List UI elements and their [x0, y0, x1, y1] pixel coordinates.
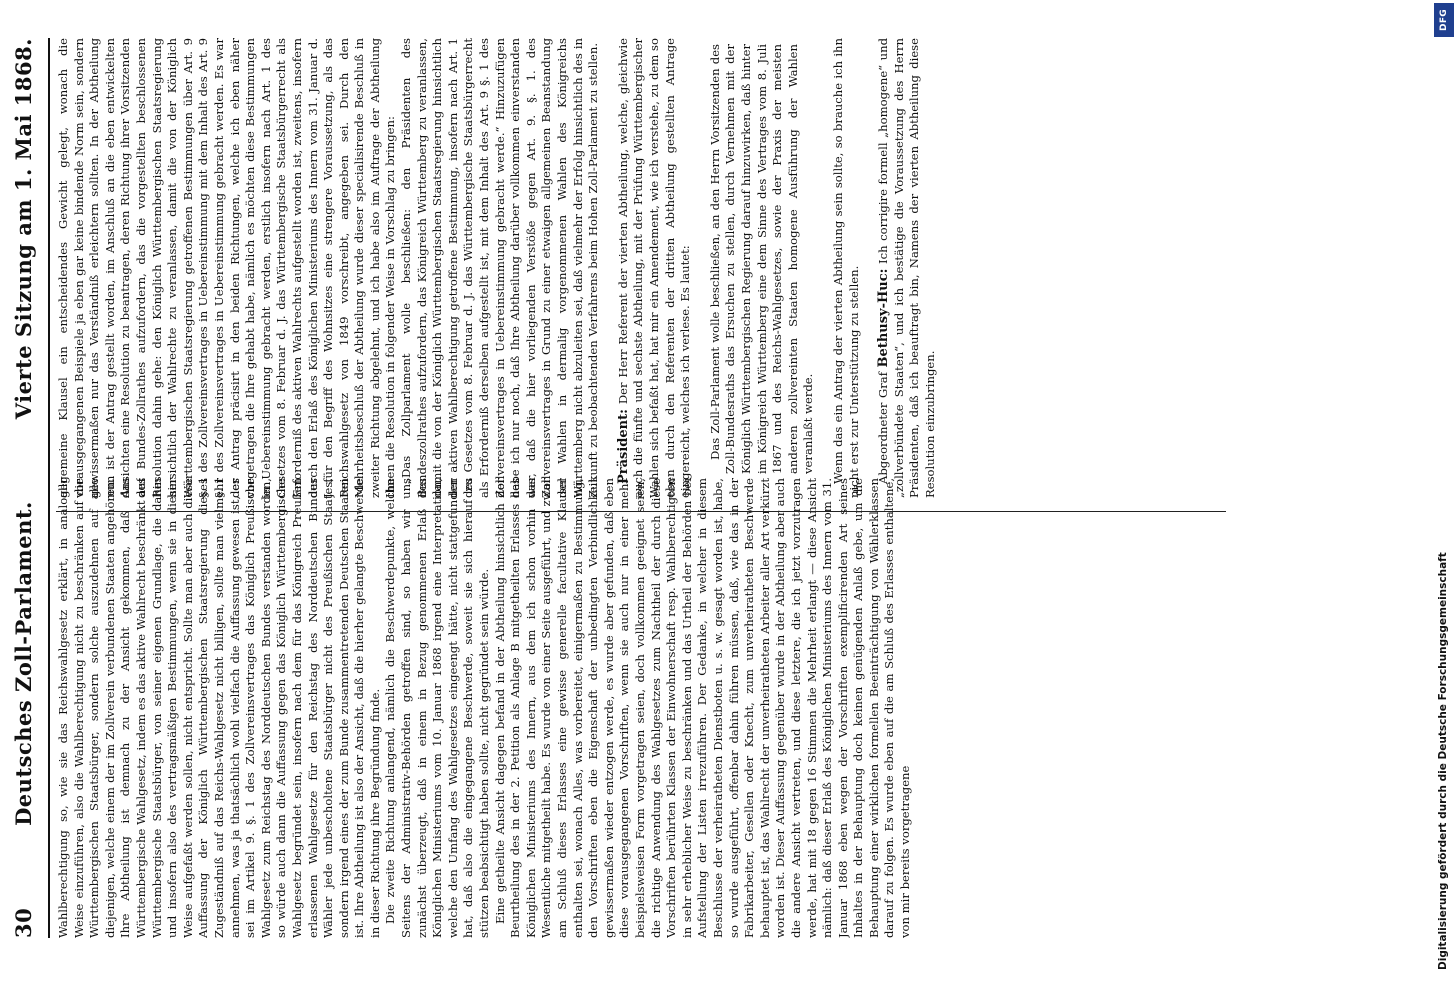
right-paragraph-1: allgemeine Klausel ein entscheidendes Gewicht gelegt, wonach die vorausgegangenen Beispiele ja eben gar keine bindende Norm sein, sondern gewissermaßen nur das Verständniß erleichtern sollten. In der Abtheilung nun ist der Antrag gestellt worden, im Anschluß an die eben entwickelten Ansichten eine Resolution zu beantragen, deren Richtung ihrer Vorsitzenden des Bundes-Zollrathes aufzufordern, das die vorgestellten beschlossenen Resolution dahin gehe: den Königlich Württembergischen Staatsregierung hinsichtlich der Wahlrechte zu veranlassen, damit die von der Königlich Württembergischen Staatsregierung getroffenen Bestimmungen über Art. 9 §. 1 des Zollvereinsvertrages in Uebereinstimmung mit dem Inhalt des Art. 9 §. 1 des Zollvereinsvertrages in Uebereinstimmung gebracht werden. Es war der Antrag präcisirt in den beiden Richtungen, welche ich eben näher vorgetragen die Ihre gehabt habe, nämlich es möchten diese Bestimmungen in Uebereinstimmung gebracht werden, erstlich insofern nach Art. 1 des Gesetzes vom 8. Februar d. J. das Württembergische Staatsbürgerrecht als Erforderniß des aktiven Wahlrechts aufgestellt worden ist, zweitens, insofern durch den Erlaß des Königlichen Ministeriums des Innern vom 31. Januar d. J. für den Begriff des Wohnsitzes eine strengere Voraussetzung, als das Reichswahlgesetz von 1849 vorschreibt, angegeben sei. Durch den Mehrheitsbeschluß der Abtheilung wurde dieser specialisirende Beschluß in zweiter Richtung abgelehnt, und ich habe also im Auftrage der Abtheilung Ihnen die Resolution in folgender Weise in Vorschlag zu bringen:	[56, 38, 398, 498]
header-rule	[48, 38, 50, 938]
digitization-note: Digitalisierung gefördert durch die Deutsche Forschungsgemeinschaft	[1437, 552, 1449, 970]
dfg-logo: DFG	[1434, 3, 1454, 37]
speaker-prefix: Abgeordneter Graf	[876, 372, 891, 484]
president-statement	[616, 38, 694, 498]
running-title-right: Vierte Sitzung am 1. Mai 1868.	[10, 38, 36, 420]
quoted-resolution: „Das Zollparlament wolle beschließen: den Präsidenten des Bundeszollrathes aufzufordern, das Königreich Württemberg zu veranlassen, damit die von der Königlich Württembergischen Staatsregierung hinsichtlich der aktiven Wahlberechtigung getroffene Bestimmung, insofern nach Art. 1 des Gesetzes vom 8. Februar d. J. das Württembergische Staatsbürgerrecht als Erforderniß derselben aufgestellt ist, mit dem Inhalt des Art. 9 §. 1 des Zollvereinsvertrages in Uebereinstimmung gebracht werde.“ Hinzuzufügen habe ich nur noch, daß Ihre Abtheilung darüber vollkommen einverstanden war, daß die hier vorliegenden Verstöße gegen Art. 9. §. 1. des Zollvereinsvertrages in Grund zu einer etwaigen allgemeinen Beanstandung der Wahlen in dermalig vorgenommenen Wahlen des Königreichs Württemberg nicht abzuleiten sei, daß vielmehr der Erfolg hinsichtlich des in Zukunft zu beobachtenden Verfahrens beim Hohen Zoll-Parlament zu stellen.	[399, 38, 601, 498]
left-paragraph-3: Eine getheilte Ansicht dagegen befand in der Abtheilung hinsichtlich der Beurtheilung des in der 2. Petition als Anlage B mitgetheilten Erlasses des Königlichen Ministeriums des Innern, aus dem ich schon vorhin das Wesentliche mitgetheilt habe. Es wurde von einer Seite ausgeführt, und zwar am Schluß dieses Erlasses eine gewisse generelle facultative Klausel enthalten sei, wonach Alles, was vorbereitet, einigermaßen zu Bestimmung, den Vorschriften eben die Eigenschaft der unbedingten Verbindlichkeit gewissermaßen wieder entzogen werde, es wurde aber gefunden, daß eben diese vorausgegangenen Vorschriften, wenn sie auch nur in einer mehr beispielsweisen Form vorgetragen seien, doch vollkommen geeignet seien, die richtige Anwendung des Wahlgesetzes zum Nachtheil der durch diese Vorschriften berührten Klassen der Einwohnerschaft resp. Wahlberechtigten in sehr erheblicher Weise zu beschränken und das Urtheil der Behörden bei Aufstellung der Listen irrezuführen. Der Gedanke, in welcher in diesem Beschlusse der verheiratheten Dienstboten u. s. w. gesagt worden ist, habe, so wurde ausgeführt, offenbar dahin führen müssen, daß, wie das in der Fabrikarbeiter, Gesellen oder Knecht, zum unverheiratheten Beschwerde behauptet ist, das Wahlrecht der unverheiratheten Arbeiter aller Art verkürzt worden ist. Dieser Auffassung gegenüber wurde in der Abtheilung aber auch die andere Ansicht vertreten, und diese letztere, die ich jetzt vorzutragen werde, hat mit 18 gegen 16 Stimmen die Mehrheit erlangt — diese Ansicht nämlich: daß dieser Erlaß des Königlichen Ministeriums des Innern vom 31. Januar 1868 eben wegen der Vorschriften exemplificirenden Art seines Inhaltes in der Behauptung doch keinen genügenden Anlaß gebe, um die Behauptung einer wirklichen formellen Beeinträchtigung von Wählerklassen darauf zu folgen. Es wurde eben auf die am Schluß des Erlasses enthaltene, von mir bereits vorgetragene	[492, 478, 913, 938]
page-number: 30	[10, 907, 36, 938]
left-paragraph-1: Wahlberechtigung so, wie sie das Reichswahlgesetz erklärt, in analoger Weise einzuführen, also die Wahlberechtigung nicht zu beschränken auf die Württembergischen Staatsbürger, sondern solche auszudehnen auf alle diejenigen, welche einem der im Zollverein verbundenen Staaten angehören. Ihre Abtheilung ist demnach zu der Ansicht gekommen, daß das Württembergische Wahlgesetz, indem es das aktive Wahlrecht beschränkt auf Württembergische Staatsbürger, von seiner eigenen Grundlage, die dahin und insofern also des vertragsmäßigen Bestimmungen, wenn sie in dieser Weise aufgefaßt werden sollen, nicht entspricht. Sollte man aber auch diese Auffassung der Königlich Württembergischen Staatsregierung dieses Zugeständniß auf das Reichs-Wahlgesetz nicht billigen, sollte man vielmehr annehmen, was ja thatsächlich wohl vielfach die Auffassung gewesen ist, es sei im Artikel 9. §. 1 des Zollvereinsvertrages das Königlich Preußische Wahlgesetz zum Reichstag des Norddeutschen Bundes verstanden worden, so würde auch dann die Auffassung gegen das Königlich Württembergische Wahlgesetz begründet sein, insofern nach dem für das Königreich Preußen erlassenen Wahlgesetze für den Reichstag des Norddeutschen Bundes Wähler jede unbescholtene Staatsbürger nicht des Preußischen Staates, sondern irgend eines der zum Bunde zusammentretenden Deutschen Staaten ist. Ihre Abtheilung ist also der Ansicht, daß die hierher gelangte Beschwerde in dieser Richtung ihre Begründung finde.	[56, 478, 382, 938]
page-header	[0, 38, 46, 938]
speaker-name-bethusy: Bethusy-Huc:	[876, 268, 892, 368]
president-closing: Wenn das ein Antrag der vierten Abtheilung sein sollte, so brauche ich ihn nicht erst zur Unterstützung zu stellen.	[830, 38, 861, 498]
left-paragraph-2: Die zweite Richtung anlangend, nämlich die Beschwerdepunkte, welche Seitens der Administrativ-Behörden getroffen sind, so haben wir uns zunächst überzeugt, daß in einem in Bezug genommenen Erlaß des Königlichen Ministeriums vom 10. Januar 1868 irgend eine Interpretation, welche den Umfang des Wahlgesetzes eingeengt hätte, nicht stattgefunden hat, daß also die eingegangene Beschwerde, soweit sie sich hierauf zu stützen beabsichtigt haben sollte, nicht gegründet sein würde.	[383, 478, 492, 938]
amendment-text: Das Zoll-Parlament wolle beschließen, an den Herrn Vorsitzenden des Zoll-Bundesraths das Ersuchen zu stellen, durch Vernehmen mit der Königlich Württembergischen Regierung darauf hinzuwirken, daß hinter im Königreich Württemberg eine dem Sinne des Vertrages vom 8. Juli 1867 und des Reichs-Wahlgesetzes, sowie der Praxis der meisten anderen zollvereinten Staaten homogene Ausführung der Wahlen veranlaßt werde.	[707, 44, 816, 474]
bethusy-statement	[876, 38, 938, 498]
speaker-name-president: Präsident:	[615, 409, 631, 484]
column-divider	[56, 511, 1226, 512]
bethusy-text: Ich corrigire formell „homogene“ und „zollverbündete Staaten“, und ich bestätige die Voraussetzung des Herrn Präsidenten, daß ich beauftragt bin, Namens der vierten Abtheilung diese Resolution einzubringen.	[876, 38, 937, 498]
left-column	[56, 478, 1084, 938]
president-text: Der Herr Referent der vierten Abtheilung, welche, gleichwie auch die fünfte und sechste Abtheilung, mit der Prüfung Württembergischer Wahlen sich befaßt hat, hat mir ein Amendement, wie ich verstehe, zu dem so eben durch den Referenten der dritten Abtheilung gestellten Antrage eingereicht, welches ich verlese. Es lautet:	[615, 38, 693, 498]
running-title-left: Deutsches Zoll-Parlament.	[10, 501, 36, 826]
right-column	[56, 38, 1236, 498]
